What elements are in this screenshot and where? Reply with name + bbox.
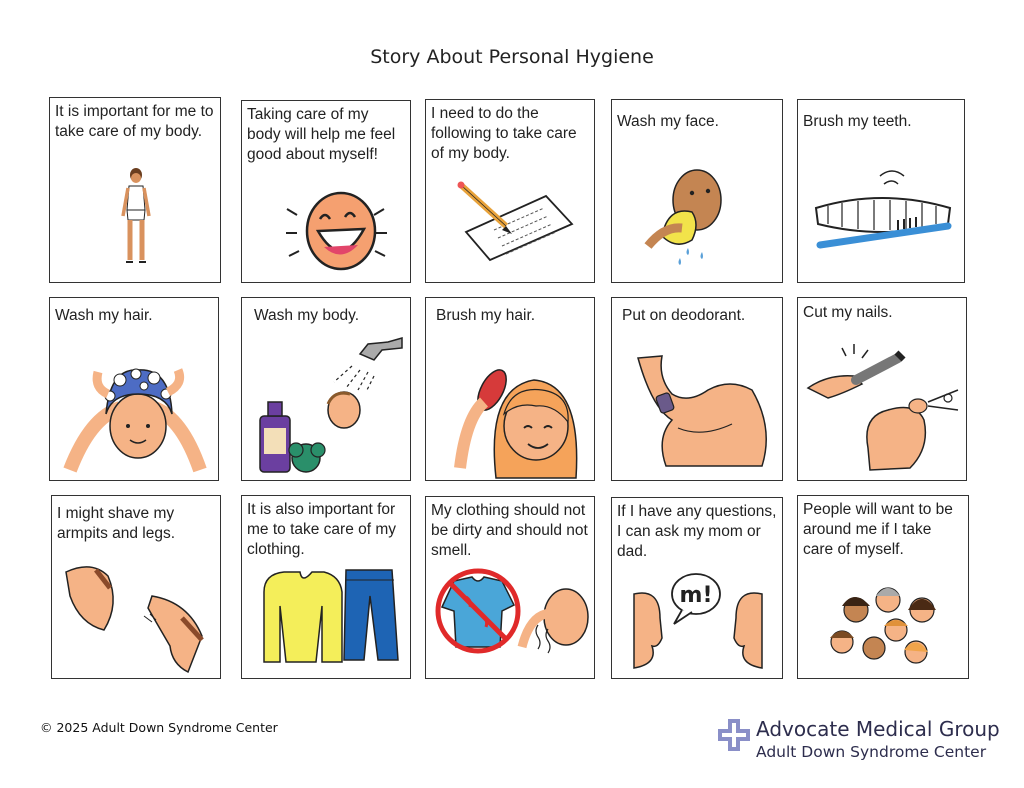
toothbrush-icon [798,100,965,283]
logo-org-name: Advocate Medical Group [756,717,1000,741]
card-text: Put on deodorant. [622,307,746,324]
copyright-text: © 2025 Adult Down Syndrome Center [40,720,278,735]
medical-cross-icon [716,717,752,753]
story-card-5 [797,99,965,283]
story-card-3 [425,99,595,283]
story-card-10 [797,297,967,481]
clothing-icon [242,496,411,679]
happy-face-icon [242,101,411,283]
card-text: My clothing should not be dirty and should not smell. [431,502,588,559]
org-logo [716,713,1016,773]
card-text: Wash my face. [617,113,719,130]
card-text: If I have any questions, I can ask my mom or dad. [617,503,777,560]
story-card-15 [797,495,969,679]
story-card-11 [51,495,221,679]
story-card-8 [425,297,595,481]
card-text: Brush my hair. [436,307,536,324]
svg-text:m!: m! [679,583,713,608]
nail-clipper-icon [798,298,967,481]
card-text: Taking care of my body will help me feel good about myself! [247,106,396,163]
logo-center-name: Adult Down Syndrome Center [756,743,987,761]
card-text: I need to do the following to take care of my body. [431,105,577,162]
page-title: Story About Personal Hygiene [370,46,654,68]
card-text: Wash my body. [254,307,360,324]
story-card-12 [241,495,411,679]
story-card-7 [241,297,411,481]
pencil-list-icon [426,100,595,283]
story-card-13 [425,496,595,679]
hairbrush-icon [426,298,595,481]
story-card-2 [241,100,411,283]
razor-icon [52,496,221,679]
card-text: Wash my hair. [55,307,153,324]
talking-faces-icon [612,498,783,679]
story-card-6 [49,297,219,481]
shower-icon [242,298,411,481]
group-people-icon [798,496,969,679]
deodorant-icon [612,298,783,481]
story-card-1 [49,97,221,283]
card-text: People will want to be around me if I take care of myself. [803,501,953,558]
card-text: Cut my nails. [803,304,893,321]
wash-face-icon [612,100,783,283]
story-card-9 [611,297,783,481]
card-text: Brush my teeth. [803,113,912,130]
person-standing-icon [50,98,221,283]
story-card-14 [611,497,783,679]
story-card-4 [611,99,783,283]
shampoo-hair-icon [50,298,219,481]
card-text: It is also important for me to take care of my clothing. [247,501,397,558]
no-dirty-shirt-icon [426,497,595,679]
card-text: I might shave my armpits and legs. [57,505,176,542]
card-text: It is important for me to take care of my body. [55,103,214,140]
